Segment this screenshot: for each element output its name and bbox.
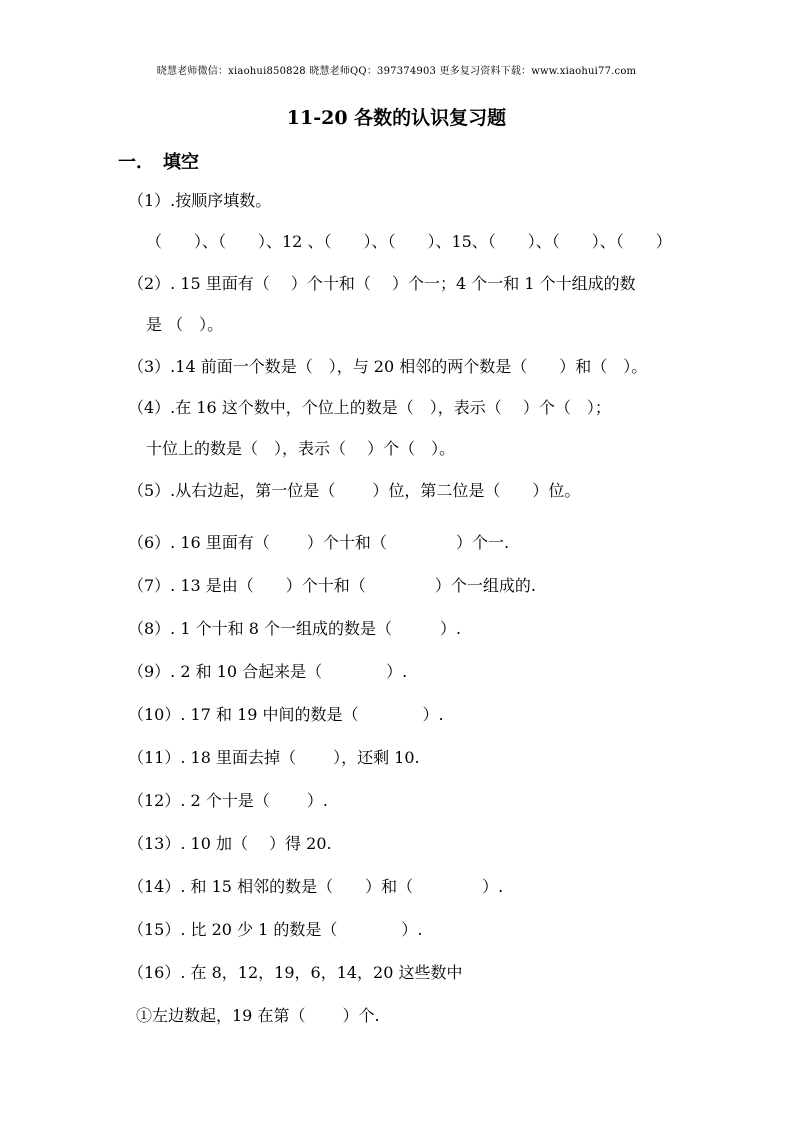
question-line: （ ）、（ ）、12 、（ ）、（ ）、15、（ ）、（ ）、（ ） [146,232,672,251]
question-line: （8）. 1 个十和 8 个一组成的数是（ ）. [128,619,462,638]
page-header: 晓慧老师微信：xiaohui850828 晓慧老师QQ：397374903 更多复习资料下载：www.xiaohui77.com [156,66,637,77]
question-line: （5）.从右边起，第一位是（ ）位，第二位是（ ）位。 [128,481,581,500]
question-line: （2）. 15 里面有（ ）个十和（ ）个一；4 个一和 1 个十组成的数 [128,274,636,293]
question-line: （14）. 和 15 相邻的数是（ ）和（ ）. [128,877,504,896]
question-line: （7）. 13 是由（ ）个十和（ ）个一组成的. [128,576,536,595]
page-title: 11-20 各数的认识复习题 [286,107,507,129]
section-heading: 一． 填空 [118,152,199,173]
question-line: 十位上的数是（ ），表示（ ）个（ ）。 [146,439,456,458]
question-line: ①左边数起，19 在第（ ）个. [136,1006,380,1025]
question-line: （15）. 比 20 少 1 的数是（ ）. [128,920,423,939]
question-line: 是 （ ）。 [146,315,224,334]
question-line: （4）.在 16 这个数中，个位上的数是（ ），表示（ ）个（ ）； [128,398,611,417]
question-line: （6）. 16 里面有（ ）个十和（ ）个一. [128,533,510,552]
question-line: （13）. 10 加（ ）得 20. [128,834,332,853]
question-line: （11）. 18 里面去掉（ ），还剩 10. [128,748,420,767]
question-line: （16）. 在 8，12，19，6，14，20 这些数中 [128,963,463,982]
question-line: （12）. 2 个十是（ ）. [128,791,328,810]
question-line: （3）.14 前面一个数是（ ），与 20 相邻的两个数是（ ）和（ ）。 [128,357,648,376]
question-line: （10）. 17 和 19 中间的数是（ ）. [128,705,444,724]
question-line: （9）. 2 和 10 合起来是（ ）. [128,662,408,681]
question-line: （1）.按顺序填数。 [128,191,272,210]
